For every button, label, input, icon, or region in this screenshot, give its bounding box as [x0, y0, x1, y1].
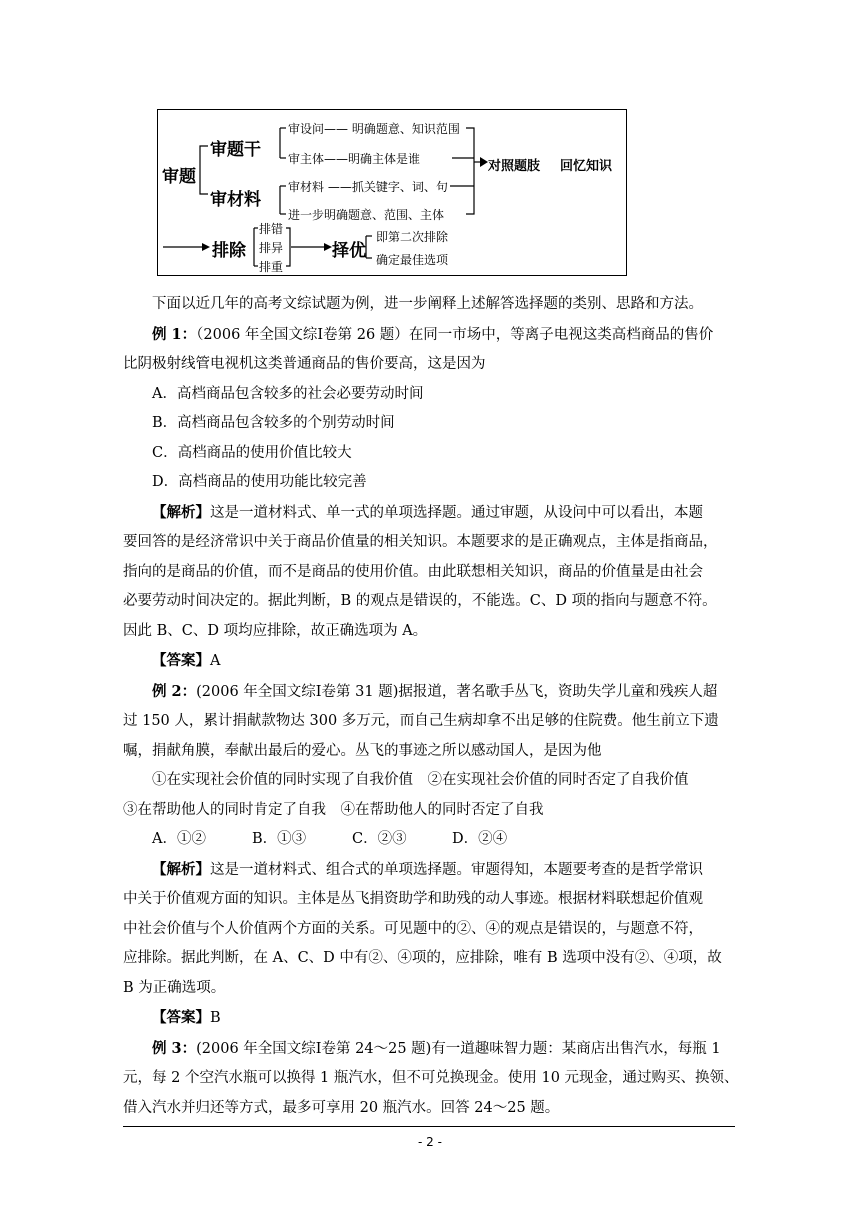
- exam-strategy-diagram: [157, 109, 627, 276]
- example-1-answer: [123, 646, 735, 677]
- example-1-option-a: A．高档商品包含较多的社会必要劳动时间: [152, 385, 424, 402]
- example-1-analysis-line-4: 必要劳动时间决定的。据此判断，B 的观点是错误的，不能选。C、D 项的指向与题意不符。: [123, 593, 717, 609]
- example-1-analysis-line-5: 因此 B、C、D 项均应排除，故正确选项为 A。: [123, 622, 428, 639]
- example-2-analysis-label: 【解析】: [152, 860, 210, 878]
- example-2-statements-2: ③在帮助他人的同时肯定了自我 ④在帮助他人的同时否定了自我: [123, 801, 544, 818]
- diagram-stem-item-1: 审设问—— 明确题意、知识范围: [288, 122, 460, 136]
- example-1-answer-label: 【答案】: [152, 652, 210, 669]
- diagram-stem-item-2: 审主体——明确主体是谁: [288, 152, 421, 166]
- example-1-source: （2006 年全国文综Ⅰ卷第 26 题）: [196, 326, 409, 343]
- diagram-select-label: 择优: [332, 241, 366, 261]
- example-2-answer: [123, 1003, 735, 1034]
- example-2-stem: [123, 677, 735, 708]
- example-1-stem-line-2: 比阴极射线管电视机这类普通商品的售价要高，这是因为: [123, 356, 486, 372]
- diagram-compare-label: 对照题肢: [488, 159, 541, 174]
- example-2-source: (2006 年全国文综Ⅰ卷第 31 题): [196, 683, 399, 700]
- diagram-recall-label: 回忆知识: [560, 159, 613, 174]
- diagram-stem-branch: 审题干: [210, 140, 261, 160]
- example-2-stem-line-2: 过 150 人，累计捐献款物达 300 多万元，而自己生病却拿不出足够的住院费。他生前立下遗: [123, 713, 719, 729]
- example-1-analysis-line-2: 要回答的是经济常识中关于商品价值量的相关知识。本题要求的是正确观点，主体是指商品，: [123, 534, 718, 550]
- example-3-stem-line-2: 元，每 2 个空汽水瓶可以换得 1 瓶汽水，但不可兑换现金。使用 10 元现金，通过购买、换领、: [123, 1070, 739, 1086]
- example-3-stem-line-3: 借入汽水并归还等方式，最多可享用 20 瓶汽水。回答 24～25 题。: [123, 1099, 560, 1116]
- example-3-stem: [123, 1034, 735, 1065]
- example-1-answer-value: A: [210, 653, 221, 669]
- example-1-label: 例 1：: [152, 325, 197, 343]
- example-2-analysis-line-3: 中社会价值与个人价值两个方面的关系。可见题中的②、④的观点是错误的，与题意不符，: [123, 920, 703, 937]
- example-1-option-d: D．高档商品的使用功能比较完善: [152, 474, 367, 490]
- intro-paragraph: 下面以近几年的高考文综试题为例，进一步阐释上述解答选择题的类别、思路和方法。: [152, 296, 703, 312]
- example-2-analysis-line-4: 应排除。据此判断，在 A、C、D 中有②、④项的，应排除，唯有 B 选项中没有②、④项，故: [123, 950, 722, 966]
- example-3-source: (2006 年全国文综Ⅰ卷第 24～25 题): [196, 1040, 432, 1057]
- example-1-stem-line-1: 在同一市场中，等离子电视这类高档商品的售价: [408, 326, 714, 343]
- diagram-exclude-item-1: 排错: [259, 222, 284, 236]
- diagram-exclude-label: 排除: [212, 241, 246, 261]
- page-number: - 2 -: [418, 1135, 442, 1149]
- diagram-select-item-2: 确定最佳选项: [376, 253, 449, 267]
- footer-rule: [123, 1126, 735, 1127]
- example-2-answer-value: B: [210, 1010, 221, 1026]
- example-2-analysis-line-2: 中关于价值观方面的知识。主体是丛飞捐资助学和助残的动人事迹。根据材料联想起价值观: [123, 891, 703, 907]
- example-2-option-a: A．①②: [152, 831, 206, 847]
- diagram-material-item-2: 进一步明确题意、范围、主体: [288, 208, 445, 222]
- example-1-stem: [123, 320, 735, 351]
- example-2-option-b: B．①③: [252, 831, 307, 847]
- example-1-analysis-line-3: 指向的是商品的价值，而不是商品的使用价值。由此联想相关知识，商品的价值量是由社会: [123, 563, 703, 580]
- diagram-exclude-item-2: 排异: [259, 241, 284, 255]
- diagram-exclude-item-3: 排重: [259, 260, 284, 274]
- example-1-option-c: C．高档商品的使用价值比较大: [152, 444, 352, 461]
- example-2-options: [123, 825, 735, 855]
- diagram-material-branch: 审材料: [210, 190, 261, 210]
- example-2-stem-line-1: 据报道，著名歌手丛飞，资助失学儿童和残疾人超: [398, 683, 718, 700]
- example-2-analysis-line-1: [123, 855, 735, 886]
- example-2-analysis-line-5: B 为正确选项。: [123, 979, 226, 996]
- diagram-root-label: 审题: [162, 167, 196, 187]
- example-2-option-d: D．②④: [452, 831, 508, 847]
- diagram-select-item-1: 即第二次排除: [376, 230, 449, 244]
- example-2-stem-line-3: 嘱，捐献角膜，奉献出最后的爱心。丛飞的事迹之所以感动国人，是因为他: [123, 742, 602, 759]
- example-2-label: 例 2：: [152, 682, 197, 700]
- example-1-analysis-text-1: 这是一道材料式、单一式的单项选择题。通过审题，从设问中可以看出，本题: [210, 504, 703, 521]
- example-2-analysis-text-1: 这是一道材料式、组合式的单项选择题。审题得知，本题要考查的是哲学常识: [210, 861, 703, 878]
- example-1-analysis-line-1: [123, 498, 735, 529]
- example-2-option-c: C．②③: [352, 831, 407, 847]
- example-3-stem-line-1: 有一道趣味智力题：某商店出售汽水，每瓶 1: [431, 1040, 721, 1057]
- example-2-statements-1: ①在实现社会价值的同时实现了自我价值 ②在实现社会价值的同时否定了自我价值: [152, 772, 689, 788]
- document-body: [123, 290, 739, 1123]
- example-2-answer-label: 【答案】: [152, 1009, 210, 1026]
- diagram-material-item-1: 审材料 ——抓关键字、词、句: [288, 180, 448, 194]
- example-1-option-b: B．高档商品包含较多的个别劳动时间: [152, 415, 395, 431]
- example-3-label: 例 3：: [152, 1039, 197, 1057]
- example-1-analysis-label: 【解析】: [152, 503, 210, 521]
